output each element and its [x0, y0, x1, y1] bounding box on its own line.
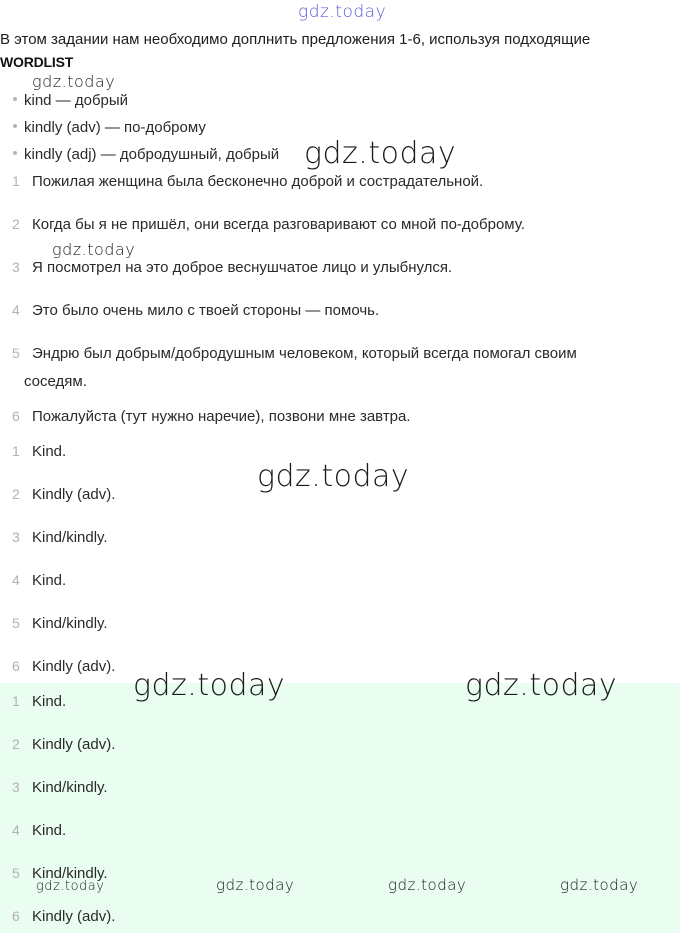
list-item-number: 4 [12, 302, 20, 318]
list-item-number: 4 [12, 572, 20, 588]
list-item-number: 5 [12, 345, 20, 361]
bullet-icon [13, 124, 17, 128]
translation-text-continued: соседям. [24, 373, 87, 390]
list-item-number: 2 [12, 486, 20, 502]
answer-text: Kind. [32, 572, 67, 589]
translation-text: Эндрю был добрым/добродушным человеком, который всегда помогал своим [32, 345, 577, 362]
translation-text: Это было очень мило с твоей стороны — помочь. [32, 302, 380, 319]
list-item-number: 3 [12, 529, 20, 545]
list-item-number: 6 [12, 908, 20, 924]
list-item-number: 1 [12, 443, 20, 459]
list-item-number: 5 [12, 865, 20, 881]
list-item-number: 6 [12, 658, 20, 674]
bullet-icon [13, 97, 17, 101]
watermark: gdz.today [32, 72, 116, 91]
watermark: gdz.today [36, 879, 105, 894]
watermark: gdz.today [257, 459, 410, 494]
wordlist-title: WORDLIST [0, 54, 74, 70]
translation-text: Я посмотрел на это доброе веснушчатое лицо и улыбнулся. [32, 259, 453, 276]
answer-text: Kindly (adv). [32, 908, 116, 925]
list-item-number: 1 [12, 693, 20, 709]
list-item-number: 2 [12, 736, 20, 752]
task-intro: В этом задании нам необходимо доплнить предложения 1-6, используя подходящие [0, 31, 591, 48]
translation-text: Пожилая женщина была бесконечно доброй и сострадательной. [32, 173, 484, 190]
answer-text: Kind. [32, 443, 67, 460]
watermark: gdz.today [560, 876, 639, 894]
answer-text: Kind/kindly. [32, 779, 108, 796]
wordlist-item: kind — добрый [13, 92, 128, 109]
watermark: gdz.today [133, 668, 286, 703]
list-item-number: 2 [12, 216, 20, 232]
translation-text: Пожалуйста (тут нужно наречие), позвони мне завтра. [32, 408, 411, 425]
wordlist-item: kindly (adv) — по-доброму [13, 119, 206, 136]
watermark: gdz.today [465, 668, 618, 703]
answer-text: Kind. [32, 822, 67, 839]
watermark: gdz.today [52, 240, 136, 259]
watermark: gdz.today [304, 136, 457, 171]
answer-text: Kind. [32, 693, 67, 710]
answer-text: Kind/kindly. [32, 529, 108, 546]
answer-text: Kind/kindly. [32, 865, 108, 882]
list-item-number: 1 [12, 173, 20, 189]
watermark-top: gdz.today [298, 2, 387, 22]
list-item-number: 3 [12, 779, 20, 795]
answer-block-highlight [0, 683, 680, 933]
answer-text: Kindly (adv). [32, 658, 116, 675]
answer-text: Kindly (adv). [32, 736, 116, 753]
bullet-icon [13, 151, 17, 155]
list-item-number: 6 [12, 408, 20, 424]
list-item-number: 4 [12, 822, 20, 838]
watermark: gdz.today [388, 876, 467, 894]
wordlist-item: kindly (adj) — добродушный, добрый [13, 146, 279, 163]
watermark: gdz.today [216, 876, 295, 894]
list-item-number: 3 [12, 259, 20, 275]
translation-text: Когда бы я не пришёл, они всегда разговаривают со мной по-доброму. [32, 216, 525, 233]
answer-text: Kindly (adv). [32, 486, 116, 503]
list-item-number: 5 [12, 615, 20, 631]
answer-text: Kind/kindly. [32, 615, 108, 632]
